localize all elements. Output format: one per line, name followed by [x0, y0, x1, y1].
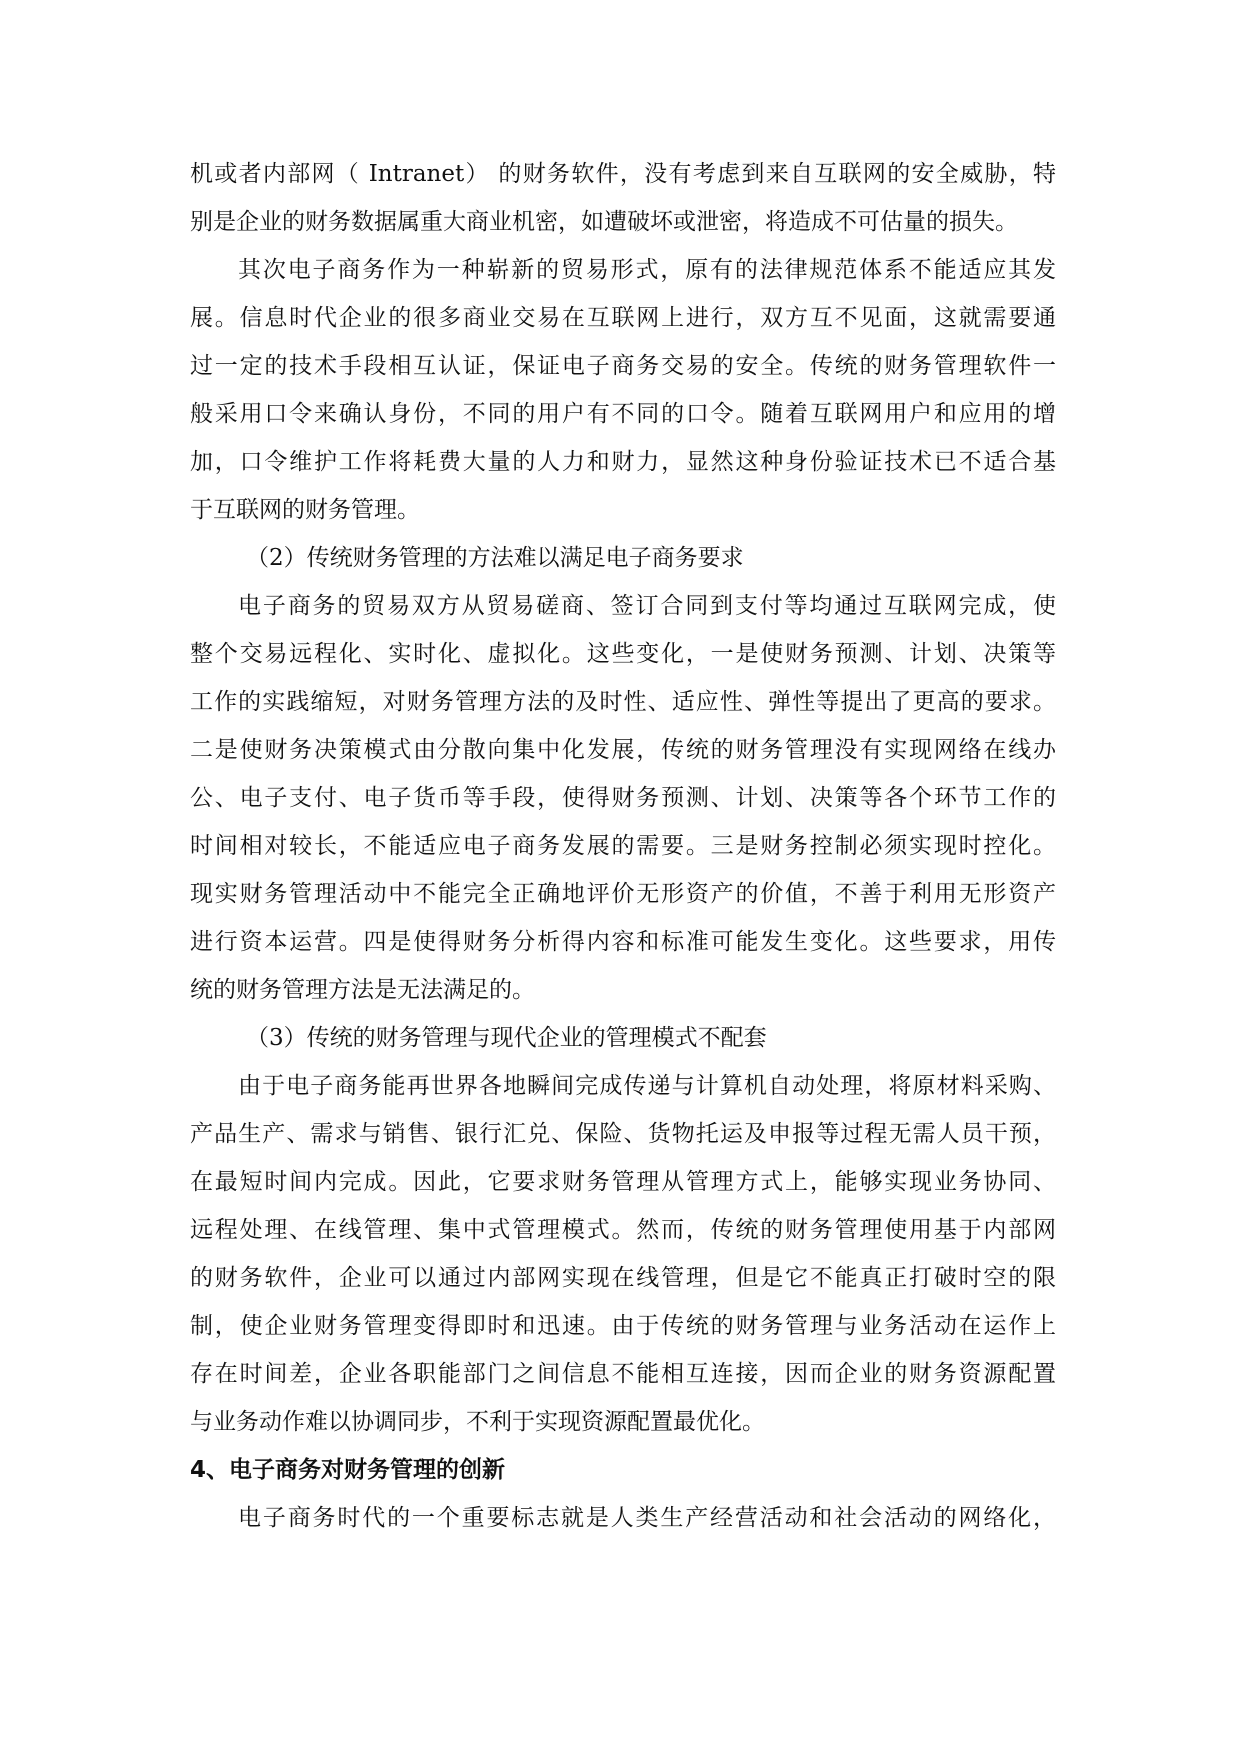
- text-line: 展。信息时代企业的很多商业交易在互联网上进行，双方互不见面，这就需要通: [190, 305, 1056, 331]
- text-line: 别是企业的财务数据属重大商业机密，如遭破坏或泄密，将造成不可估量的损失。: [190, 209, 1018, 235]
- text-line: 由于电子商务能再世界各地瞬间完成传递与计算机自动处理，将原材料采购、: [238, 1073, 1056, 1099]
- text-line: 加，口令维护工作将耗费大量的人力和财力，显然这种身份验证技术已不适合基: [190, 449, 1056, 475]
- text-line: 产品生产、需求与销售、银行汇兑、保险、货物托运及申报等过程无需人员干预，: [190, 1121, 1056, 1147]
- text-line: 电子商务的贸易双方从贸易磋商、签订合同到支付等均通过互联网完成，使: [238, 593, 1056, 619]
- text-line: 其次电子商务作为一种崭新的贸易形式，原有的法律规范体系不能适应其发: [238, 257, 1056, 283]
- text-line: 整个交易远程化、实时化、虚拟化。这些变化，一是使财务预测、计划、决策等: [190, 641, 1056, 667]
- subheading-3: （3）传统的财务管理与现代企业的管理模式不配套: [246, 1025, 767, 1051]
- text-line: 与业务动作难以协调同步，不利于实现资源配置最优化。: [190, 1409, 765, 1435]
- text-line: 现实财务管理活动中不能完全正确地评价无形资产的价值，不善于利用无形资产: [190, 881, 1056, 907]
- text-line: 电子商务时代的一个重要标志就是人类生产经营活动和社会活动的网络化，: [238, 1505, 1056, 1531]
- text-line: 般采用口令来确认身份，不同的用户有不同的口令。随着互联网用户和应用的增: [190, 401, 1056, 427]
- section-heading: 4、电子商务对财务管理的创新: [190, 1457, 506, 1483]
- text-line: 于互联网的财务管理。: [190, 497, 420, 523]
- text-line: 二是使财务决策模式由分散向集中化发展，传统的财务管理没有实现网络在线办: [190, 737, 1056, 763]
- text-line: 机或者内部网（ Intranet） 的财务软件，没有考虑到来自互联网的安全威胁，特: [190, 161, 1056, 187]
- text-line: 远程处理、在线管理、集中式管理模式。然而，传统的财务管理使用基于内部网: [190, 1217, 1056, 1243]
- text-line: 制，使企业财务管理变得即时和迅速。由于传统的财务管理与业务活动在运作上: [190, 1313, 1056, 1339]
- text-line: 统的财务管理方法是无法满足的。: [190, 977, 535, 1003]
- subheading-2: （2）传统财务管理的方法难以满足电子商务要求: [246, 545, 744, 571]
- text-line: 的财务软件，企业可以通过内部网实现在线管理，但是它不能真正打破时空的限: [190, 1265, 1056, 1291]
- text-line: 公、电子支付、电子货币等手段，使得财务预测、计划、决策等各个环节工作的: [190, 785, 1056, 811]
- text-line: 过一定的技术手段相互认证，保证电子商务交易的安全。传统的财务管理软件一: [190, 353, 1056, 379]
- text-line: 时间相对较长，不能适应电子商务发展的需要。三是财务控制必须实现时控化。: [190, 833, 1056, 859]
- text-line: 存在时间差，企业各职能部门之间信息不能相互连接，因而企业的财务资源配置: [190, 1361, 1056, 1387]
- text-line: 在最短时间内完成。因此，它要求财务管理从管理方式上，能够实现业务协同、: [190, 1169, 1056, 1195]
- text-line: 工作的实践缩短，对财务管理方法的及时性、适应性、弹性等提出了更高的要求。: [190, 689, 1056, 715]
- document-page: [190, 150, 1056, 1542]
- text-line: 进行资本运营。四是使得财务分析得内容和标准可能发生变化。这些要求，用传: [190, 929, 1056, 955]
